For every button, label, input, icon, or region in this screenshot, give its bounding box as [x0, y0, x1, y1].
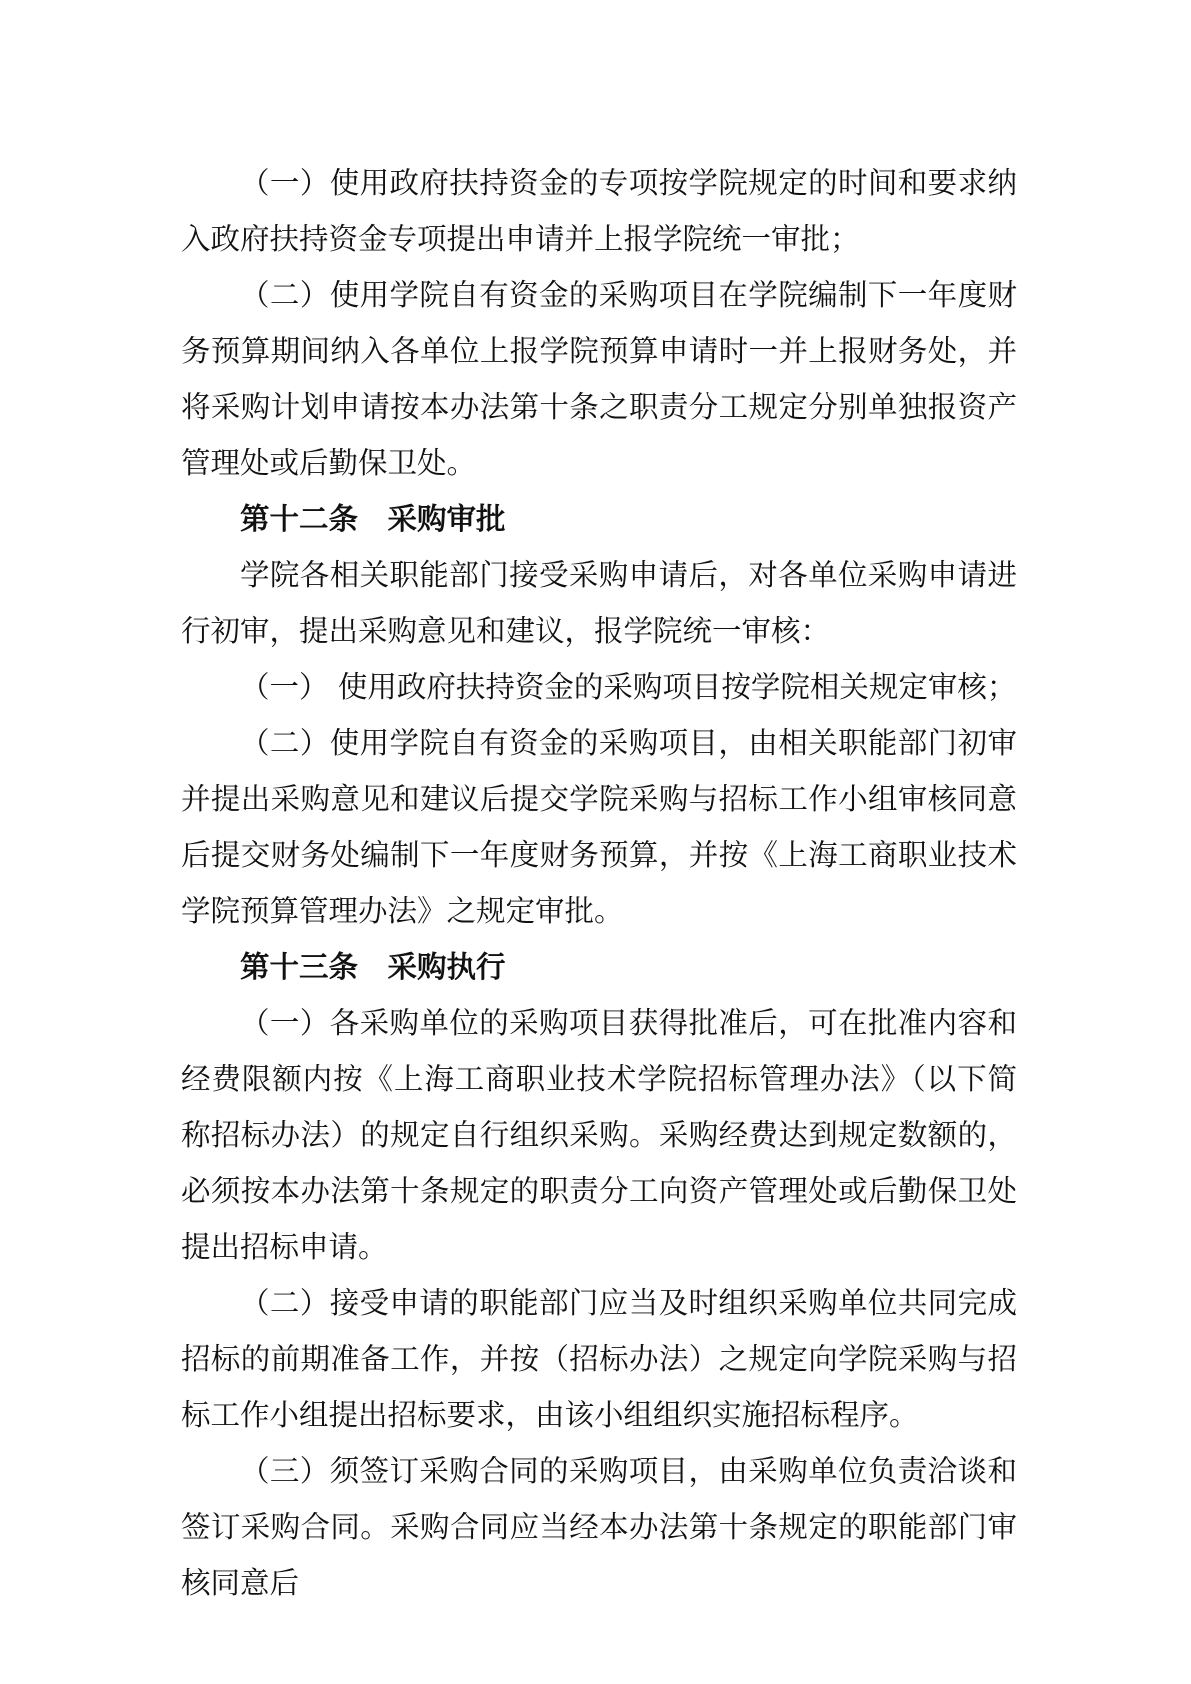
- paragraph-gov-funds-application: （一）使用政府扶持资金的专项按学院规定的时间和要求纳入政府扶持资金专项提出申请并上报学院统一审批；: [181, 166, 1017, 256]
- article-12-title: 采购审批: [387, 502, 506, 536]
- article-12-item-1: （一） 使用政府扶持资金的采购项目按学院相关规定审核；: [240, 670, 1017, 704]
- article-13-heading: [181, 939, 1017, 995]
- article-12-item-2: （二）使用学院自有资金的采购项目，由相关职能部门初审并提出采购意见和建议后提交学院采购与招标工作小组审核同意后提交财务处编制下一年度财务预算，并按《上海工商职业技术学院预算管理办法》之规定审批。: [181, 726, 1017, 928]
- article-12-number: 第十二条: [240, 502, 359, 536]
- article-12-intro: 学院各相关职能部门接受采购申请后，对各单位采购申请进行初审，提出采购意见和建议，报学院统一审核：: [181, 558, 1017, 648]
- article-13-item-2: （二）接受申请的职能部门应当及时组织采购单位共同完成招标的前期准备工作，并按（招标办法）之规定向学院采购与招标工作小组提出招标要求，由该小组组织实施招标程序。: [181, 1286, 1017, 1432]
- article-13-item-3: （三）须签订采购合同的采购项目，由采购单位负责洽谈和签订采购合同。采购合同应当经本办法第十条规定的职能部门审核同意后: [181, 1454, 1017, 1600]
- article-12-heading: [181, 491, 1017, 547]
- article-13-title: 采购执行: [387, 950, 506, 984]
- paragraph-own-funds-application: （二）使用学院自有资金的采购项目在学院编制下一年度财务预算期间纳入各单位上报学院预算申请时一并上报财务处，并将采购计划申请按本办法第十条之职责分工规定分别单独报资产管理处或后勤保卫处。: [181, 278, 1017, 480]
- article-13-item-1: （一）各采购单位的采购项目获得批准后，可在批准内容和经费限额内按《上海工商职业技术学院招标管理办法》（以下简称招标办法）的规定自行组织采购。采购经费达到规定数额的，必须按本办法第十条规定的职责分工向资产管理处或后勤保卫处提出招标申请。: [181, 1006, 1017, 1264]
- article-13-number: 第十三条: [240, 950, 359, 984]
- document-body: [181, 155, 1017, 1611]
